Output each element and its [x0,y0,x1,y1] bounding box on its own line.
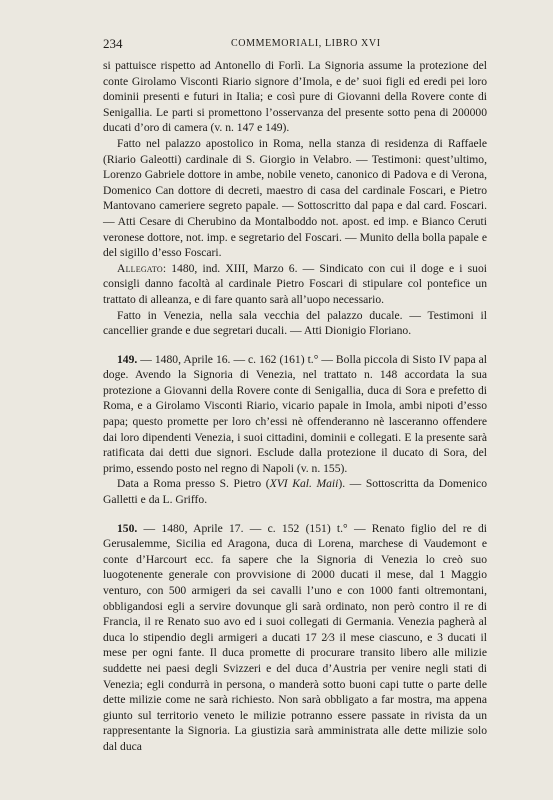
paragraph-fatto-venezia: Fatto in Venezia, nella sala vecchia del palazzo ducale. — Testimoni il cancellier grande e due segretari ducali. — Atti Dionigio Floriano. [103,308,487,338]
running-head: COMMEMORIALI, LIBRO XVI [231,38,381,49]
body-text [103,58,487,755]
allegato-label: Allegato [117,261,163,275]
entry-149-data-italic: XVI Kal. Maii [269,477,339,491]
entry-150-number: 150. [117,521,138,535]
entry-149-text: — 1480, Aprile 16. — c. 162 (161) t.° — Bolla piccola di Sisto IV papa al doge. Avendo la Signoria di Venezia, nel trattato n. 148 accordata la sua protezione a Giovanni della Rovere conte di Senigallia, duca di Sora e prefetto di Roma, e a Girolamo Visconti Riario, vicario papale in Imola, ambi nipoti d’esso papa; questo promette per loro ch’essi nè offenderanno nè lasceranno offendere dai loro dipendenti Venezia, i suoi cittadini, dominii e collegati. E la presente sarà ratificata dai detti due signori. Esclude dalla protezione il ducato di Sora, del primo, essendo posto nel regno di Napoli (v. n. 155). [103,352,487,475]
paragraph-continuation: si pattuisce rispetto ad Antonello di Forlì. La Signoria assume la protezione del conte Girolamo Visconti Riario signore d’Imola, e de’ suoi figli ed eredi pei loro dominii presenti e futuri in Italia; e così pure di Giovanni della Rovere conte di Senigallia. Le parti si promettono l’osservanza del presente sotto pena di 200000 ducati d’oro di camera (v. n. 147 e 149). [103,59,487,135]
page-number: 234 [103,36,123,51]
paragraph-fatto-roma: Fatto nel palazzo apostolico in Roma, nella stanza di residenza di Raffaele (Riario Galeotti) cardinale di S. Giorgio in Velabro. — Testimoni: quest’ultimo, Lorenzo Gabriele dottore in ambe, nobile veneto, canonico di Padova e di Verona, Domenico Can dottore di decreti, maestro di casa del cardinale Foscari, e Pietro Mantovano cameriere segreto papale. — Sottoscritto dal papa e dal card. Foscari. — Atti Cesare di Cherubino da Montalboddo not. apost. ed imp. e Bianco Ceruti veronese dottore, not. imp. e segretario del Foscari. — Munito della bolla papale e del sigillo d’esso Foscari. [103,136,487,260]
entry-149 [103,352,487,477]
entry-149-data [103,476,487,507]
entry-149-data-b: ). — Sottoscritta da Domenico Galletti e da L. Griffo. [103,477,488,507]
entry-150 [103,521,487,755]
page-header [103,36,488,54]
entry-150-text: — 1480, Aprile 17. — c. 152 (151) t.° — Renato figlio del re di Gerusalemme, Sicilia ed Aragona, duca di Lorena, marchese di Vaudemont e conte d’Harcourt ecc. fa sapere che la Signoria di Venezia lo creò suo luogotenente generale con provvisione di 2000 ducati il mese, dal 1 Maggio venturo, con 500 armigeri da sei cavalli l’uno e con 1000 fanti oltremontani, obbligandosi egli a servire dovunque gli sarà ordinato, non però contro il re di Francia, il re Renato suo avo ed i suoi collegati di Germania. Venezia pagherà al duca lo stipendio degli armigeri a ducati 17 2⁄3 il mese ciascuno, e 3 ducati il mese per ogni fante. Il duca promette di procurare transito libero alle milizie suddette nei paesi degli Svizzeri e del duca d’Austria per venire negli stati di Venezia; egli condurrà in persona, o manderà sotto buoni capi tutte o parte delle dette milizie come ne sarà richiesto. Non sarà obbligato a far mostra, ma appena giunto sul territorio veneto le milizie potranno essere passate in rivista da un rappresentante la Signoria. La giustizia sarà amministrata alle dette milizie solo dal duca [103,521,487,753]
entry-149-data-a: Data a Roma presso S. Pietro ( [117,477,270,491]
paragraph-allegato [103,261,487,308]
allegato-text: : 1480, ind. XIII, Marzo 6. — Sindicato con cui il doge e i suoi consigli danno facoltà al cardinale Pietro Foscari di stipulare col pontefice un trattato di alleanza, e di fare quanto sarà all’uopo necessario. [103,261,487,306]
entry-149-number: 149. [117,352,138,366]
